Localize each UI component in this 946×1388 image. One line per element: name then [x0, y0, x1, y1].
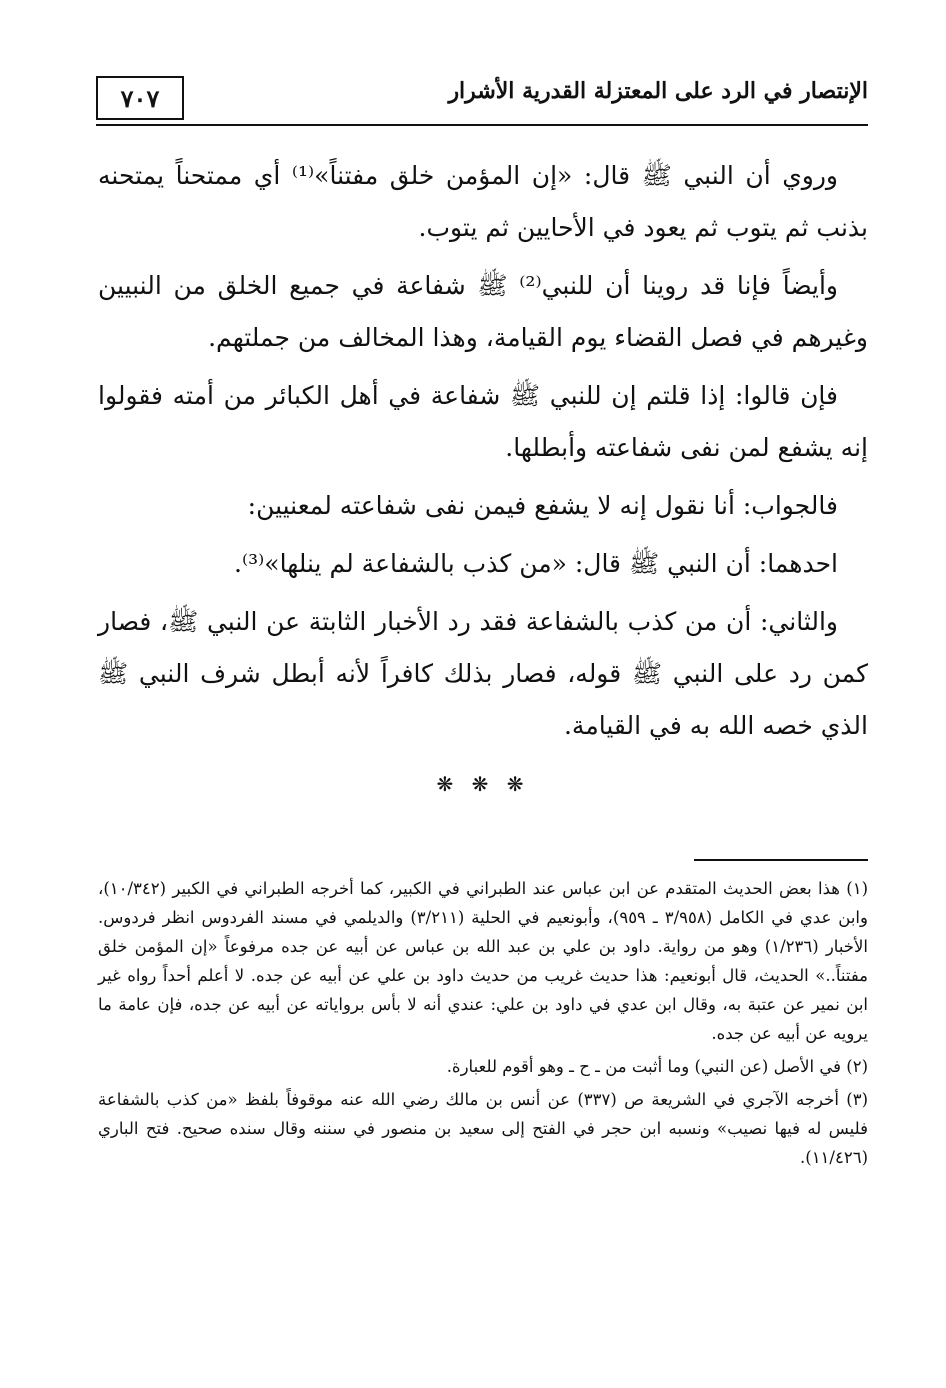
footnote: (٢) في الأصل (عن النبي) وما أثبت من ـ ح ـ وهو أقوم للعبارة.	[446, 1057, 868, 1076]
paragraph: وروي أن النبي ﷺ قال: «إن المؤمن خلق مفتناً»⁽¹⁾ أي ممتحناً يمتحنه بذنب ثم يتوب ثم يعود في الأحايين ثم يتوب.	[98, 161, 868, 242]
footnote: (١) هذا بعض الحديث المتقدم عن ابن عباس عند الطبراني في الكبير، كما أخرجه الطبراني في الكبير (١٠/٣٤٢)، وابن عدي في الكامل (٣/٩٥٨ ـ ٩٥٩)، وأبونعيم في الحلية (٣/٢١١) والديلمي في مسند الفردوس انظر فردوس. الأخبار (١/٢٣٦) وهو من رواية. داود بن علي بن عبد الله بن عباس عن أبيه عن جده مرفوعاً «إن المؤمن خلق مفتناً..» الحديث، قال أبونعيم: هذا حديث غريب من حديث داود بن علي عن أبيه عن جده. لا أعلم أحداً رواه غير ابن نمير عن عتبة به، وقال ابن عدي في داود بن علي: عندي أنه لا بأس برواياته عن أبيه عن جده، فإن عامة ما يرويه عن أبيه عن جده.	[98, 879, 868, 1043]
paragraph: والثاني: أن من كذب بالشفاعة فقد رد الأخبار الثابتة عن النبي ﷺ، فصار كمن رد على النبي ﷺ قوله، فصار بذلك كافراً لأنه أبطل شرف النبي ﷺ الذي خصه الله به في القيامة.	[98, 607, 868, 740]
page-header	[96, 76, 868, 128]
page-number: ٧٠٧	[96, 76, 184, 120]
paragraph: احدهما: أن النبي ﷺ قال: «من كذب بالشفاعة لم ينلها»⁽³⁾.	[234, 549, 838, 578]
main-text	[98, 150, 868, 816]
section-separator: ❋ ❋ ❋	[436, 772, 530, 796]
footnote: (٣) أخرجه الآجري في الشريعة ص (٣٣٧) عن أنس بن مالك رضي الله عنه موقوفاً بلفظ «من كذب بالشفاعة فليس له فيها نصيب» ونسبه ابن حجر في الفتح إلى سعيد بن منصور في سننه وقال سنده صحيح. فتح الباري (١١/٤٢٦).	[98, 1090, 868, 1167]
running-title: الإنتصار في الرد على المعتزلة القدرية الأشرار	[448, 78, 868, 104]
paragraph: فإن قالوا: إذا قلتم إن للنبي ﷺ شفاعة في أهل الكبائر من أمته فقولوا إنه يشفع لمن نفى شفاعته وأبطلها.	[98, 381, 868, 462]
footnote-rule	[694, 859, 868, 861]
paragraph: وأيضاً فإنا قد روينا أن للنبي⁽²⁾ ﷺ شفاعة في جميع الخلق من النبيين وغيرهم في فصل القضاء يوم القيامة، وهذا المخالف من جملتهم.	[98, 271, 868, 352]
footnotes	[98, 874, 868, 1176]
header-rule	[96, 124, 868, 126]
paragraph: فالجواب: أنا نقول إنه لا يشفع فيمن نفى شفاعته لمعنيين:	[247, 491, 838, 520]
